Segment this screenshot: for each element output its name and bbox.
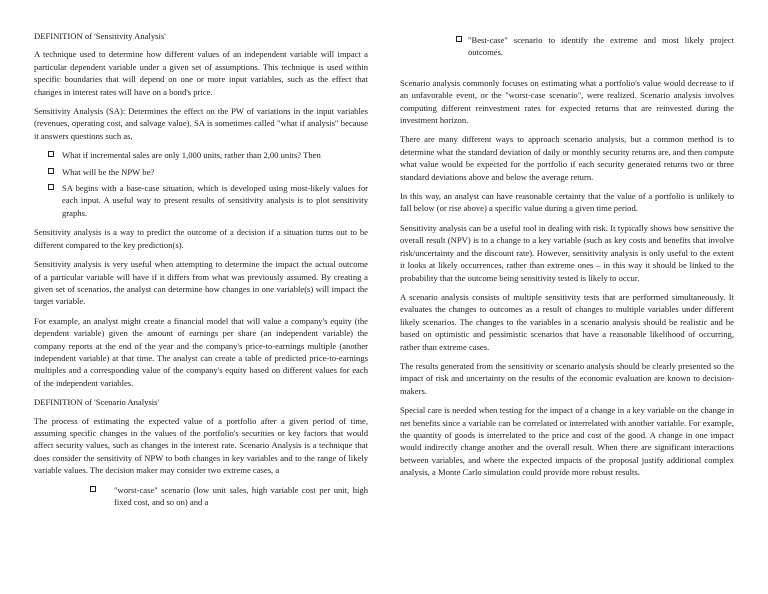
scenario-certainty-paragraph: In this way, an analyst can have reasonable certainty that the value of a portfolio is unlikely to fall below (or rise above) a specific value during a given time period.	[400, 191, 734, 214]
scenario-process-paragraph: The process of estimating the expected value of a portfolio after a given period of time, assuming specific changes in the values of the portfolio's securities or key factors that would affect security values, such as changes in the interest rate. Scenario Analysis is a technique that does consider the sensitivity of NPW to both changes in key variables and to the range of likely variable values. The decision maker may consider two extreme cases, a	[34, 415, 368, 476]
right-column	[400, 34, 734, 486]
sensitivity-sa-paragraph: Sensitivity Analysis (SA): Determines the effect on the PW of variations in the input variables (revenues, operating cost, and salvage value). SA is sometimes called "what if analysis" because it answers questions such as,	[34, 106, 368, 141]
best-case-list	[400, 34, 734, 59]
bullet-text: SA begins with a base-case situation, which is developed using most-likely values for each input. A useful way to present results of sensitivity analysis is to plot sensitivity graphs.	[62, 183, 368, 218]
multiple-tests-paragraph: A scenario analysis consists of multiple sensitivity tests that are performed simultaneously. It evaluates the changes to outcomes as a result of changes to multiple variables under different likely scenarios. The changes to the variables in a scenario analysis should be realistic and be based on optimistic and pessimistic scenarios that have a reasonable likelihood of occurring, rather than extreme cases.	[400, 291, 734, 352]
checkbox-bullet-icon	[456, 36, 462, 42]
list-item	[34, 149, 368, 161]
bullet-text: What will be the NPW be?	[62, 166, 155, 177]
sensitivity-definition-paragraph: A technique used to determine how different values of an independent variable will impact a particular dependent variable under a given set of assumptions. This technique is used within specific boundaries that will depend on one or more input variables, such as the effect that changes in interest rates will have on a bond's price.	[34, 49, 368, 97]
list-item	[400, 34, 734, 59]
checkbox-bullet-icon	[48, 168, 54, 174]
sensitivity-bullet-list	[34, 149, 368, 219]
checkbox-bullet-icon	[48, 151, 54, 157]
list-item	[34, 182, 368, 219]
list-item	[34, 484, 368, 509]
results-presented-paragraph: The results generated from the sensitivity or scenario analysis should be clearly presented so the impact of risk and uncertainty on the results of the economic evaluation are known to decision-makers.	[400, 360, 734, 396]
bullet-text: "worst-case" scenario (low unit sales, high variable cost per unit, high fixed cost, and so on) and a	[114, 484, 368, 507]
list-item	[34, 166, 368, 178]
left-column	[34, 30, 368, 515]
sensitivity-example-paragraph: For example, an analyst might create a financial model that will value a company's equity (the dependent variable) given the amount of earnings per share (an independent variable) the company reports at the end of the year and the company's price-to-earnings multiple (another independent variable) at that time. The analyst can create a table of predicted price-to-earnings multiples and a corresponding value of the company's equity based on different values for each of the independent variables.	[34, 315, 368, 388]
scenario-case-list	[34, 484, 368, 509]
sensitivity-definition-heading: DEFINITION of 'Sensitivity Analysis'	[34, 31, 166, 41]
scenario-focus-paragraph: Scenario analysis commonly focuses on estimating what a portfolio's value would decrease to if an unfavorable event, or the "worst-case scenario", were realized. Scenario analysis involves computing different reinvestment rates for expected returns that are reinvested during the investment horizon.	[400, 77, 734, 126]
risk-tool-paragraph: Sensitivity analysis can be a useful tool in dealing with risk. It typically shows how sensitive the overall result (NPV) is to a change to a key variable (such as key costs and benefits that involve risk/uncertainty and the discount rate). However, sensitivity analysis is only useful to the extent it looks at likely occurrences, rather than extreme ones – in this way it should be linked to the probability that the outcome being sensitivity tested is likely to occur.	[400, 222, 734, 283]
checkbox-bullet-icon	[90, 486, 96, 492]
scenario-definition-heading: DEFINITION of 'Scenario Analysis'	[34, 397, 160, 408]
bullet-text: "Best-case" scenario to identify the extreme and most likely project outcomes.	[468, 35, 734, 58]
special-care-paragraph: Special care is needed when testing for the impact of a change in a key variable on the change in net benefits since a variable can be correlated or interrelated with another variable. For example, the quantity of goods is interrelated to the price and cost of the good. A change in one impact would indirectly change another and the overall result. When there are significant interactions between variables, and where the expected impacts of the proposal justify additional complex analysis, a Monte Carlo simulation could provide more robust results.	[400, 405, 734, 478]
sensitivity-predict-paragraph: Sensitivity analysis is a way to predict the outcome of a decision if a situation turns out to be different compared to the key prediction(s).	[34, 227, 368, 250]
sensitivity-useful-paragraph: Sensitivity analysis is very useful when attempting to determine the impact the actual outcome of a particular variable will have if it differs from what was previously assumed. By creating a given set of scenarios, the analyst can determine how changes in one variable(s) will impact the target variable.	[34, 259, 368, 307]
scenario-methods-paragraph: There are many different ways to approach scenario analysis, but a common method is to determine what the standard deviation of daily or monthly security returns are, and then compute what value would be expected for the portfolio if each security generated returns two or three standard deviations above and below the average return.	[400, 134, 734, 182]
bullet-text: What if incremental sales are only 1,000 units, rather than 2,00 units? Then	[62, 150, 321, 161]
checkbox-bullet-icon	[48, 184, 54, 190]
